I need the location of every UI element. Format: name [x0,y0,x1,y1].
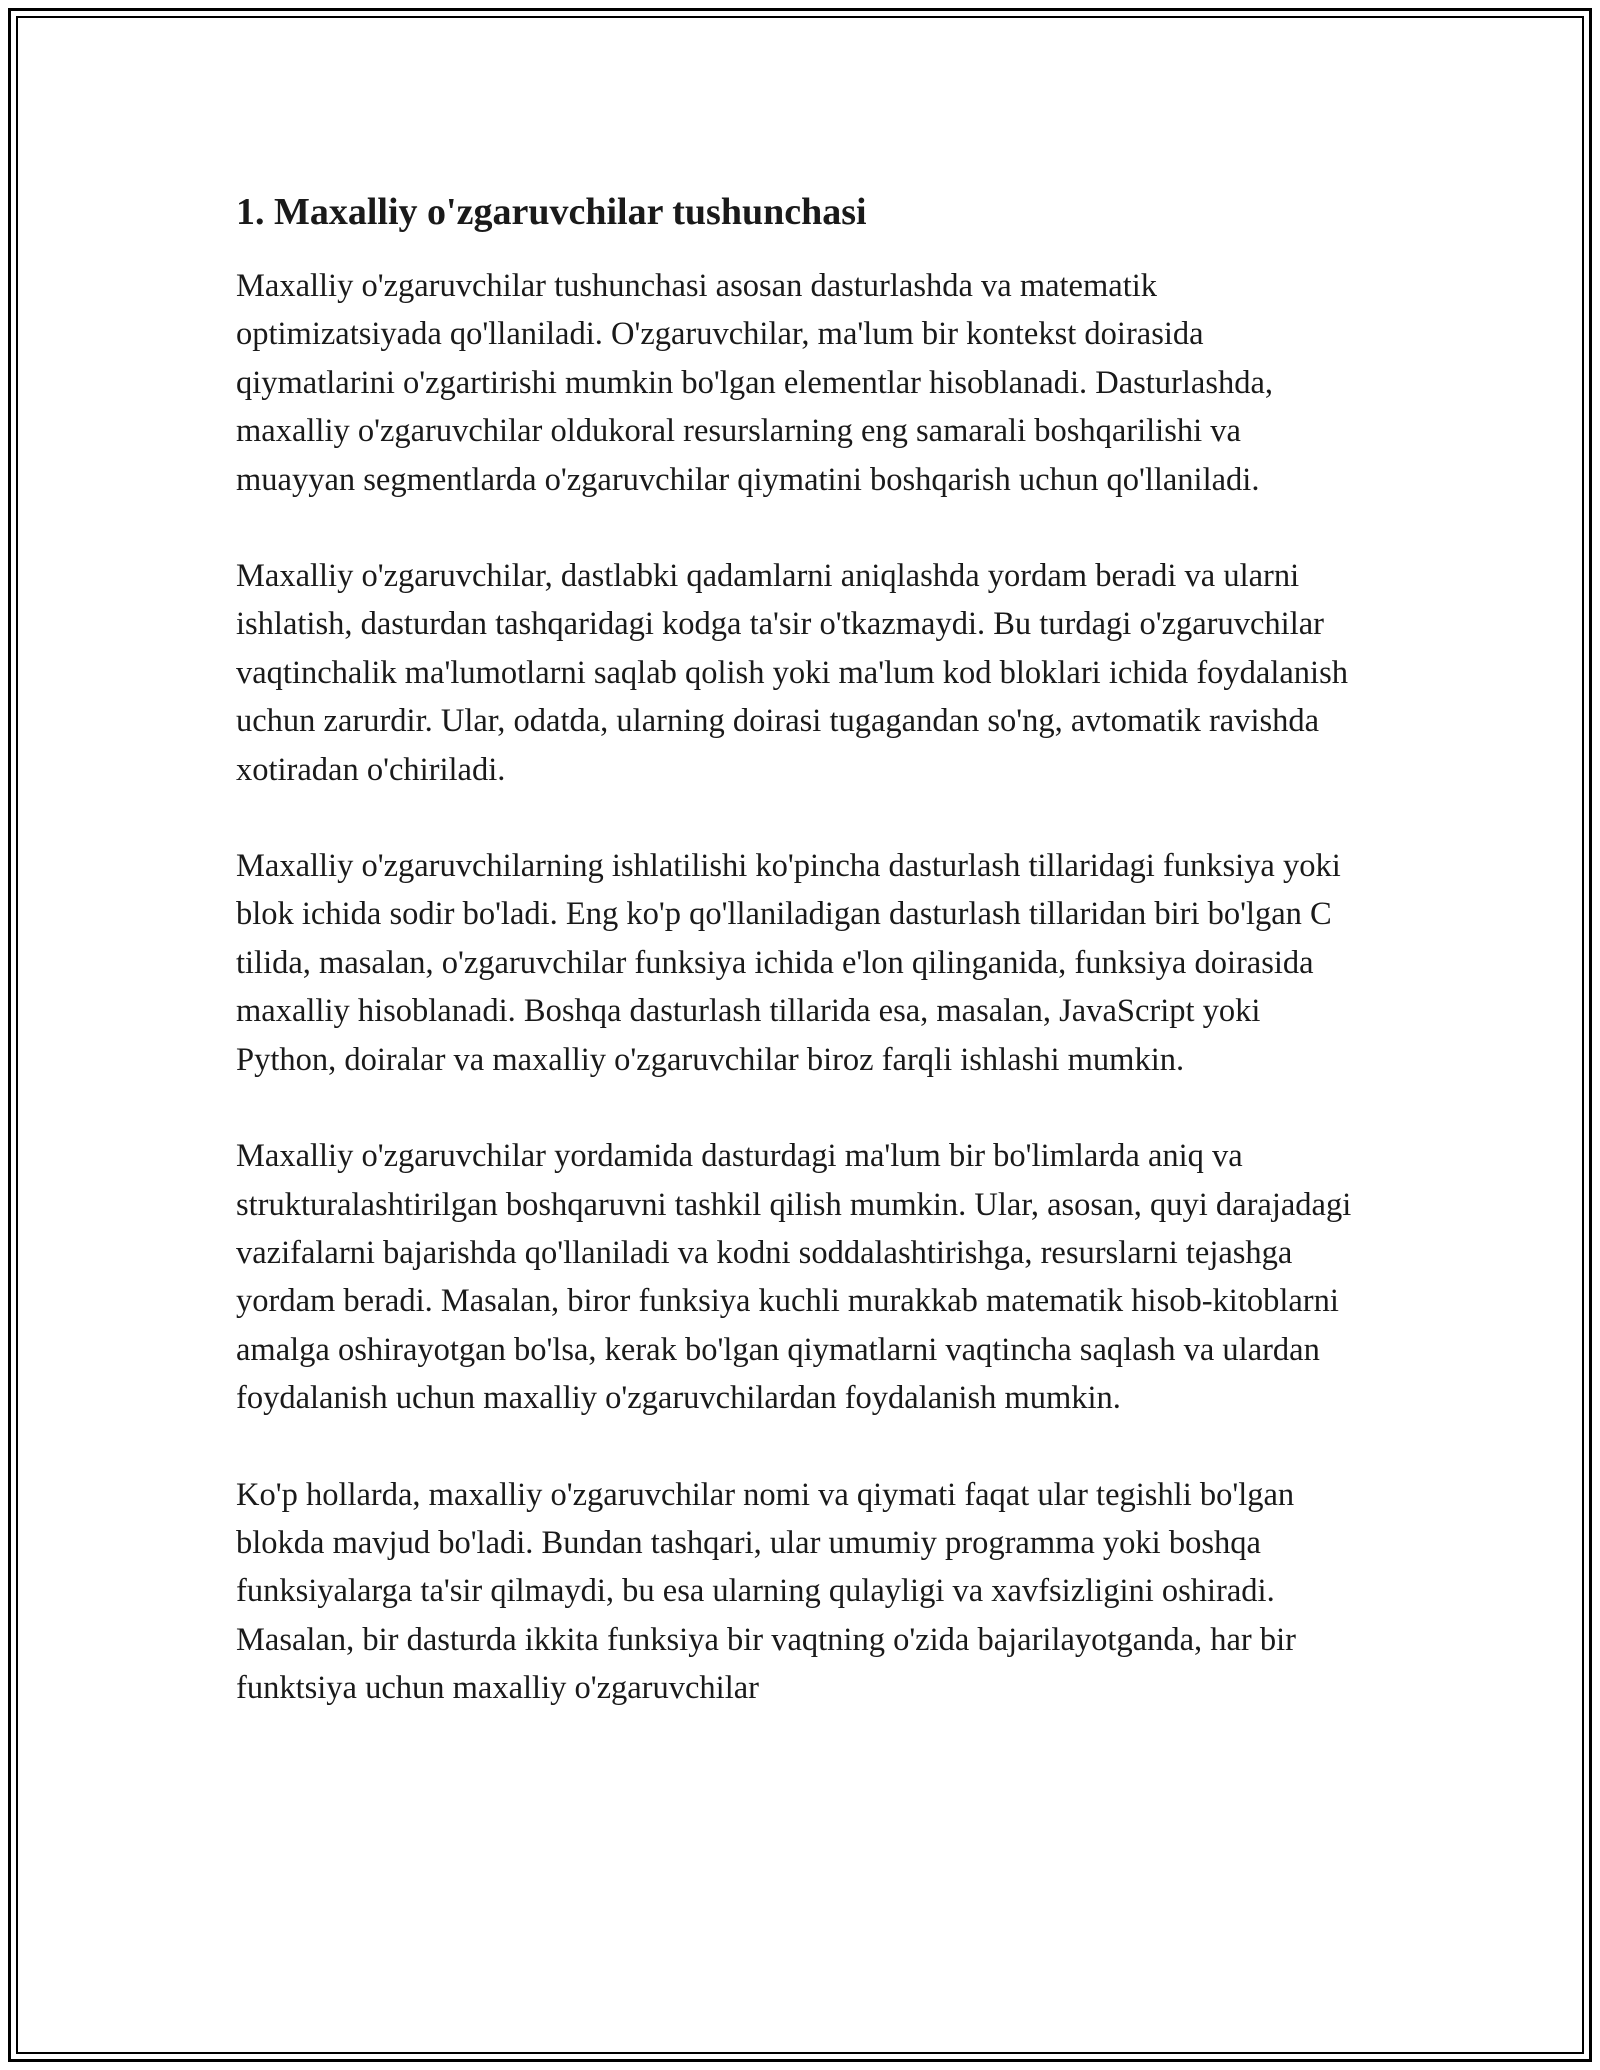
paragraph-4: Maxalliy o'zgaruvchilar yordamida dasturdagi ma'lum bir bo'limlarda aniq va strukturalashtirilgan boshqaruvni tashkil qilish mumkin. Ular, asosan, quyi darajadagi vazifalarni bajarishda qo'llaniladi va kodni soddalashtirishga, resurslarni tejashga yordam beradi. Masalan, biror funksiya kuchli murakkab matematik hisob-kitoblarni amalga oshirayotgan bo'lsa, kerak bo'lgan qiymatlarni vaqtincha saqlash va ulardan foydalanish uchun maxalliy o'zgaruvchilardan foydalanish mumkin. [236,1138,1352,1417]
section-heading: 1. Maxalliy o'zgaruvchilar tushunchasi [236,191,867,233]
paragraph-5: Ko'p hollarda, maxalliy o'zgaruvchilar nomi va qiymati faqat ular tegishli bo'lgan blokda mavjud bo'ladi. Bundan tashqari, ular umumiy programma yoki boshqa funksiyalarga ta'sir qilmaydi, bu esa ularning qulayligi va xavfsizligini oshiradi. Masalan, bir dasturda ikkita funksiya bir vaqtning o'zida bajarilayotganda, har bir funktsiya uchun maxalliy o'zgaruvchilar [236,1476,1296,1707]
paragraph-2: Maxalliy o'zgaruvchilar, dastlabki qadamlarni aniqlashda yordam beradi va ularni ishlatish, dasturdan tashqaridagi kodga ta'sir o'tkazmaydi. Bu turdagi o'zgaruvchilar vaqtinchalik ma'lumotlarni saqlab qolish yoki ma'lum kod bloklari ichida foydalanish uchun zarurdir. Ular, odatda, ularning doirasi tugagandan so'ng, avtomatik ravishda xotiradan o'chiriladi. [236,558,1348,788]
paragraph-3: Maxalliy o'zgaruvchilarning ishlatilishi ko'pincha dasturlash tillaridagi funksiya yoki blok ichida sodir bo'ladi. Eng ko'p qo'llaniladigan dasturlash tillaridan biri bo'lgan C tilida, masalan, o'zgaruvchilar funksiya ichida e'lon qilinganida, funksiya doirasida maxalliy hisoblanadi. Boshqa dasturlash tillarida esa, masalan, JavaScript yoki Python, doiralar va maxalliy o'zgaruvchilar biroz farqli ishlashi mumkin. [236,848,1341,1078]
paragraph-1: Maxalliy o'zgaruvchilar tushunchasi asosan dasturlashda va matematik optimizatsiyada qo'llaniladi. O'zgaruvchilar, ma'lum bir kontekst doirasida qiymatlarini o'zgartirishi mumkin bo'lgan elementlar hisoblanadi. Dasturlashda, maxalliy o'zgaruvchilar oldukoral resurslarning eng samarali boshqarilishi va muayyan segmentlarda o'zgaruvchilar qiymatini boshqarish uchun qo'llaniladi. [236,268,1274,498]
document-body [236,186,1366,1761]
